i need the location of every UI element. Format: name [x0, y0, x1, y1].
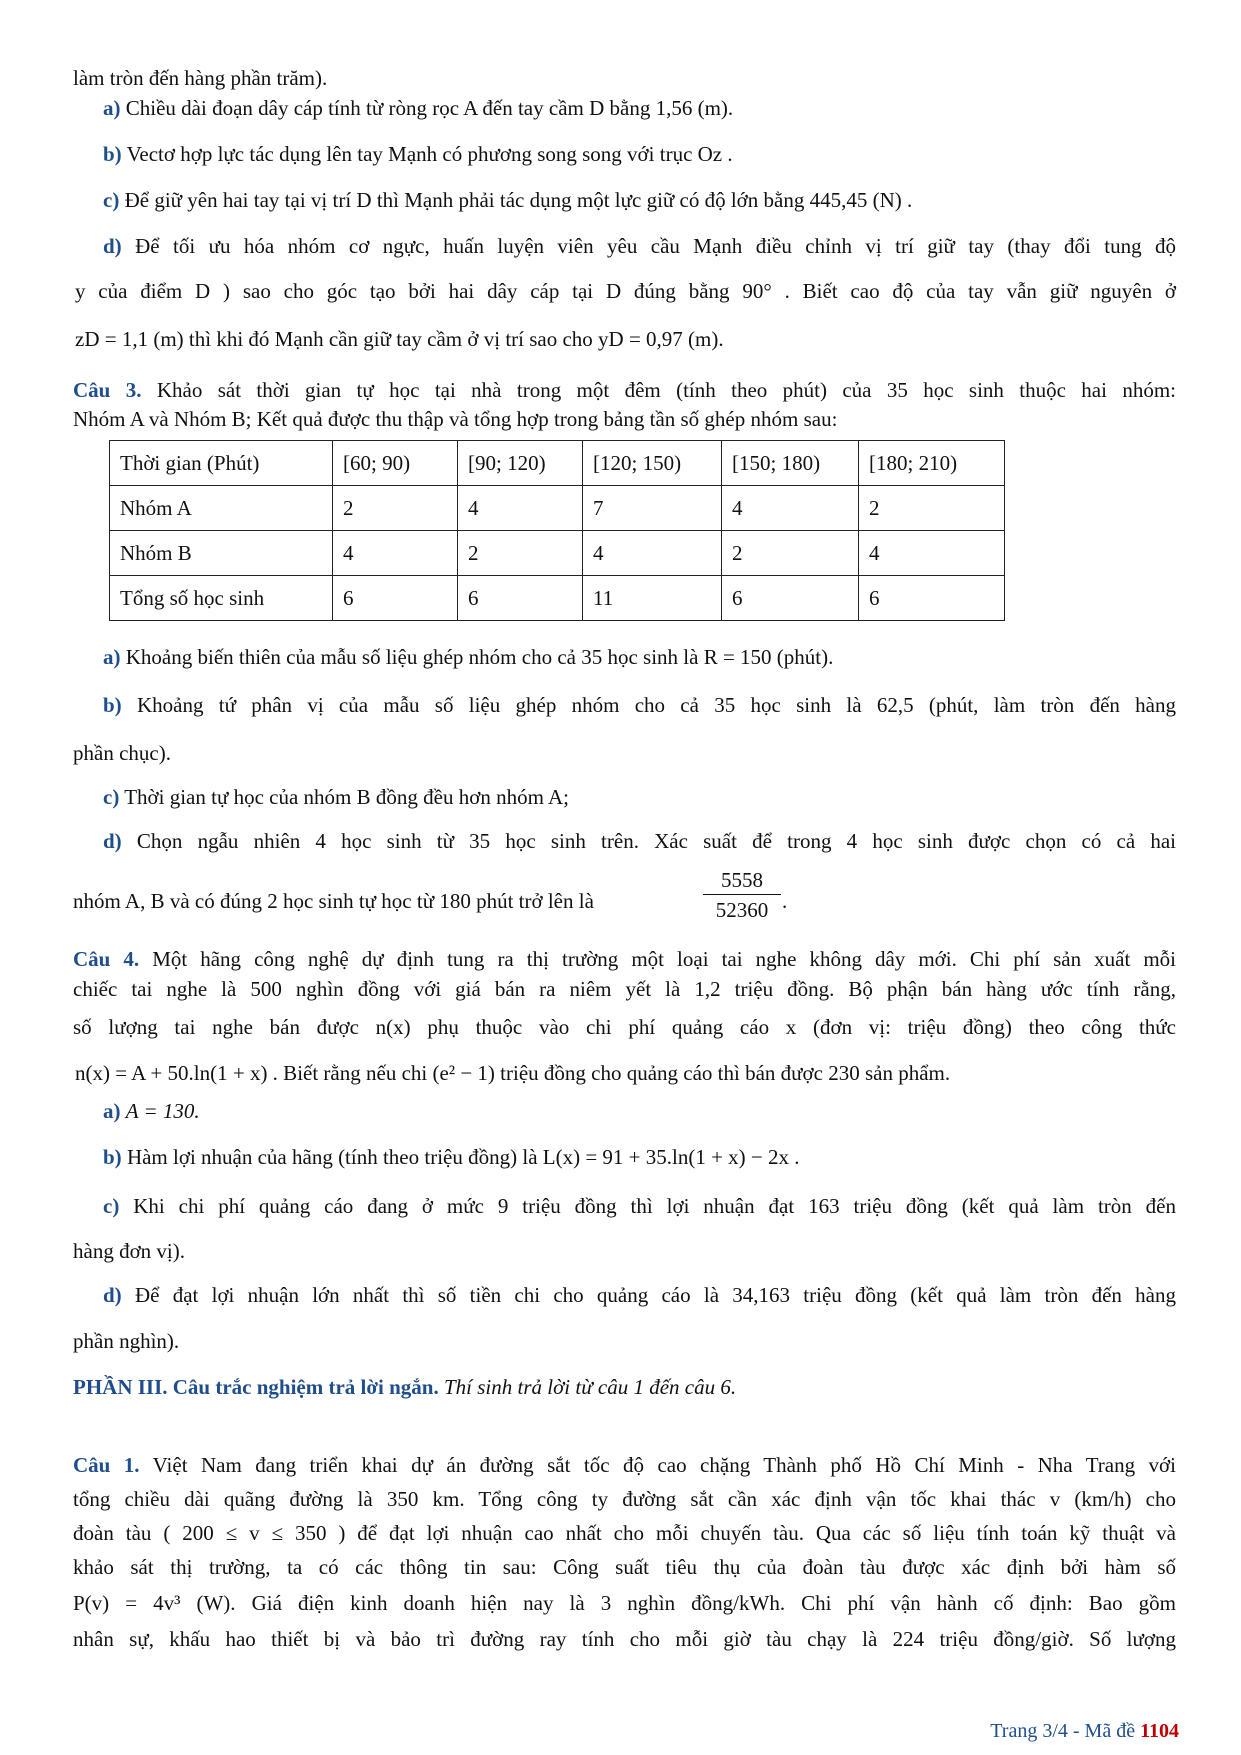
q4-statement-d-text1: Để đạt lợi nhuận lớn nhất thì số tiền chi cho quảng cáo là 34,163 triệu đồng (kết quả làm tròn đến hàng [134, 1283, 1177, 1307]
table-cell: 4 [859, 531, 1005, 576]
q4-statement-a [103, 1098, 200, 1124]
q3-statement-d-text1: Chọn ngẫu nhiên 4 học sinh từ 35 học sinh trên. Xác suất để trong 4 học sinh được chọn có cả hai [136, 829, 1176, 853]
part-3-heading [73, 1374, 736, 1400]
label-b: b) [103, 1145, 122, 1169]
q3-statement-d-line1 [103, 828, 1176, 854]
q3-statement-a [103, 644, 833, 670]
table-cell: 2 [458, 531, 583, 576]
q3-statement-b-line2: phần chục). [73, 741, 171, 765]
label-b: b) [103, 142, 122, 166]
table-cell: 6 [458, 576, 583, 621]
q4-statement-c-text1: Khi chi phí quảng cáo đang ở mức 9 triệu đồng thì lợi nhuận đạt 163 triệu đồng (kết quả làm tròn đến [133, 1194, 1176, 1218]
q4-statement-d-line1 [103, 1282, 1176, 1308]
table-header-row [110, 441, 1005, 486]
question-1-line3: đoàn tàu ( 200 ≤ v ≤ 350 ) để đạt lợi nhuận cao nhất cho mỗi chuyến tàu. Qua các số liệu tính toán kỹ thuật và [73, 1521, 1176, 1545]
table-cell: Nhóm A [110, 486, 333, 531]
table-cell: [90; 120) [458, 441, 583, 486]
q3-statement-d-line2: nhóm A, B và có đúng 2 học sinh tự học từ 180 phút trở lên là [73, 889, 594, 913]
footer-text: Trang 3/4 - Mã đề [990, 1720, 1136, 1742]
table-cell: 4 [458, 486, 583, 531]
table-row [110, 486, 1005, 531]
question-3-text1: Khảo sát thời gian tự học tại nhà trong một đêm (tính theo phút) của 35 học sinh thuộc hai nhóm: [156, 378, 1176, 402]
question-3-line1 [73, 377, 1176, 403]
q3-statement-b-text1: Khoảng tứ phân vị của mẫu số liệu ghép nhóm cho cả 35 học sinh là 62,5 (phút, làm tròn đến hàng [136, 693, 1176, 717]
q3-statement-c-text: Thời gian tự học của nhóm B đồng đều hơn nhóm A; [124, 785, 569, 809]
table-cell: Nhóm B [110, 531, 333, 576]
fraction-numerator: 5558 [703, 866, 781, 895]
question-1-line1 [73, 1452, 1176, 1478]
question-1-line5: P(v) = 4v³ (W). Giá điện kinh doanh hiện nay là 3 nghìn đồng/kWh. Chi phí vận hành cố định: Bao gồm [73, 1591, 1176, 1615]
label-a: a) [103, 96, 121, 120]
table-cell: 6 [333, 576, 458, 621]
part-3-title: PHẦN III. Câu trắc nghiệm trả lời ngắn. [73, 1375, 439, 1399]
q4-statement-d-line2: phần nghìn). [73, 1329, 180, 1353]
question-1-text1: Việt Nam đang triển khai dự án đường sắt tốc độ cao chặng Thành phố Hồ Chí Minh - Nha Trang với [152, 1453, 1176, 1477]
question-3-label: Câu 3. [73, 378, 142, 402]
table-cell: 6 [859, 576, 1005, 621]
label-c: c) [103, 785, 120, 809]
label-d: d) [103, 234, 122, 258]
table-cell: 2 [333, 486, 458, 531]
question-1-line2: tổng chiều dài quãng đường là 350 km. Tổng công ty đường sắt cần xác định vận tốc khai thác v (km/h) cho [73, 1487, 1176, 1511]
question-4-label: Câu 4. [73, 947, 140, 971]
q3-statement-c [103, 784, 569, 810]
fraction-denominator: 52360 [715, 898, 769, 922]
statement-b-text: Vectơ hợp lực tác dụng lên tay Mạnh có phương song song với trục Oz . [126, 142, 733, 166]
question-1-line4: khảo sát thị trường, ta có các thông tin sau: Công suất tiêu thụ của đoàn tàu được xác định bởi hàm số [73, 1555, 1176, 1579]
table-cell: 2 [859, 486, 1005, 531]
exam-code: 1104 [1140, 1720, 1179, 1742]
table-cell: [180; 210) [859, 441, 1005, 486]
statement-c [103, 187, 912, 213]
label-d: d) [103, 1283, 122, 1307]
table-cell: [60; 90) [333, 441, 458, 486]
question-4-line2: chiếc tai nghe là 500 nghìn đồng với giá bán ra niêm yết là 1,2 triệu đồng. Bộ phận bán hàng ước tính rằng, [73, 977, 1176, 1001]
frequency-table [109, 440, 1005, 621]
table-cell: 2 [722, 531, 859, 576]
page-footer [990, 1720, 1179, 1743]
q3-statement-a-text: Khoảng biến thiên của mẫu số liệu ghép nhóm cho cả 35 học sinh là R = 150 (phút). [125, 645, 834, 669]
label-d: d) [103, 829, 122, 853]
statement-d-line1 [103, 233, 1176, 259]
table-row [110, 531, 1005, 576]
label-b: b) [103, 693, 122, 717]
q4-statement-a-text: A = 130. [125, 1099, 200, 1123]
question-4-line3: số lượng tai nghe bán được n(x) phụ thuộc vào chi phí quảng cáo x (đơn vị: triệu đồng) theo công thức [73, 1015, 1176, 1039]
probability-fraction [703, 866, 781, 925]
table-cell: Tổng số học sinh [110, 576, 333, 621]
question-4-text1: Một hãng công nghệ dự định tung ra thị trường một loại tai nghe không dây mới. Chi phí sản xuất mỗi [152, 947, 1177, 971]
question-3-line2: Nhóm A và Nhóm B; Kết quả được thu thập và tổng hợp trong bảng tần số ghép nhóm sau: [73, 407, 838, 431]
statement-d-line2: y của điểm D ) sao cho góc tạo bởi hai dây cáp tại D đúng bằng 90° . Biết cao độ của tay vẫn giữ nguyên ở [75, 279, 1176, 303]
question-1-line6: nhân sự, khấu hao thiết bị và bảo trì đường ray tính cho mỗi giờ tàu chạy là 224 triệu đồng/giờ. Số lượng [73, 1627, 1176, 1651]
q4-statement-c-line2: hàng đơn vị). [73, 1239, 186, 1263]
statement-a-text: Chiều dài đoạn dây cáp tính từ ròng rọc A đến tay cầm D bằng 1,56 (m). [125, 96, 734, 120]
fraction-period: . [782, 889, 788, 913]
table-cell: 7 [583, 486, 722, 531]
table-cell: 6 [722, 576, 859, 621]
table-cell: Thời gian (Phút) [110, 441, 333, 486]
table-cell: [150; 180) [722, 441, 859, 486]
statement-b [103, 141, 733, 167]
statement-d-text1: Để tối ưu hóa nhóm cơ ngực, huấn luyện viên yêu cầu Mạnh điều chỉnh vị trí giữ tay (thay đổi tung độ [135, 234, 1176, 258]
continued-text: làm tròn đến hàng phần trăm). [73, 66, 328, 90]
label-a: a) [103, 645, 121, 669]
statement-a [103, 95, 733, 121]
table-cell: 4 [722, 486, 859, 531]
q4-statement-b-text: Hàm lợi nhuận của hãng (tính theo triệu đồng) là L(x) = 91 + 35.ln(1 + x) − 2x . [126, 1145, 800, 1169]
q3-statement-b-line1 [103, 692, 1176, 718]
statement-c-text: Để giữ yên hai tay tại vị trí D thì Mạnh phải tác dụng một lực giữ có độ lớn bằng 445,45 (N) . [124, 188, 913, 212]
q4-statement-c-line1 [103, 1193, 1176, 1219]
table-cell: 4 [583, 531, 722, 576]
question-4-line4: n(x) = A + 50.ln(1 + x) . Biết rằng nếu chi (e² − 1) triệu đồng cho quảng cáo thì bán được 230 sản phẩm. [75, 1061, 951, 1085]
label-c: c) [103, 1194, 120, 1218]
part-3-instruction: Thí sinh trả lời từ câu 1 đến câu 6. [443, 1375, 737, 1399]
table-cell: 11 [583, 576, 722, 621]
statement-d-line3: zD = 1,1 (m) thì khi đó Mạnh cần giữ tay cầm ở vị trí sao cho yD = 0,97 (m). [75, 327, 724, 351]
table-cell: [120; 150) [583, 441, 722, 486]
label-c: c) [103, 188, 120, 212]
q4-statement-b [103, 1144, 800, 1170]
question-1-label: Câu 1. [73, 1453, 140, 1477]
question-4-line1 [73, 946, 1176, 972]
table-cell: 4 [333, 531, 458, 576]
label-a: a) [103, 1099, 121, 1123]
table-row [110, 576, 1005, 621]
